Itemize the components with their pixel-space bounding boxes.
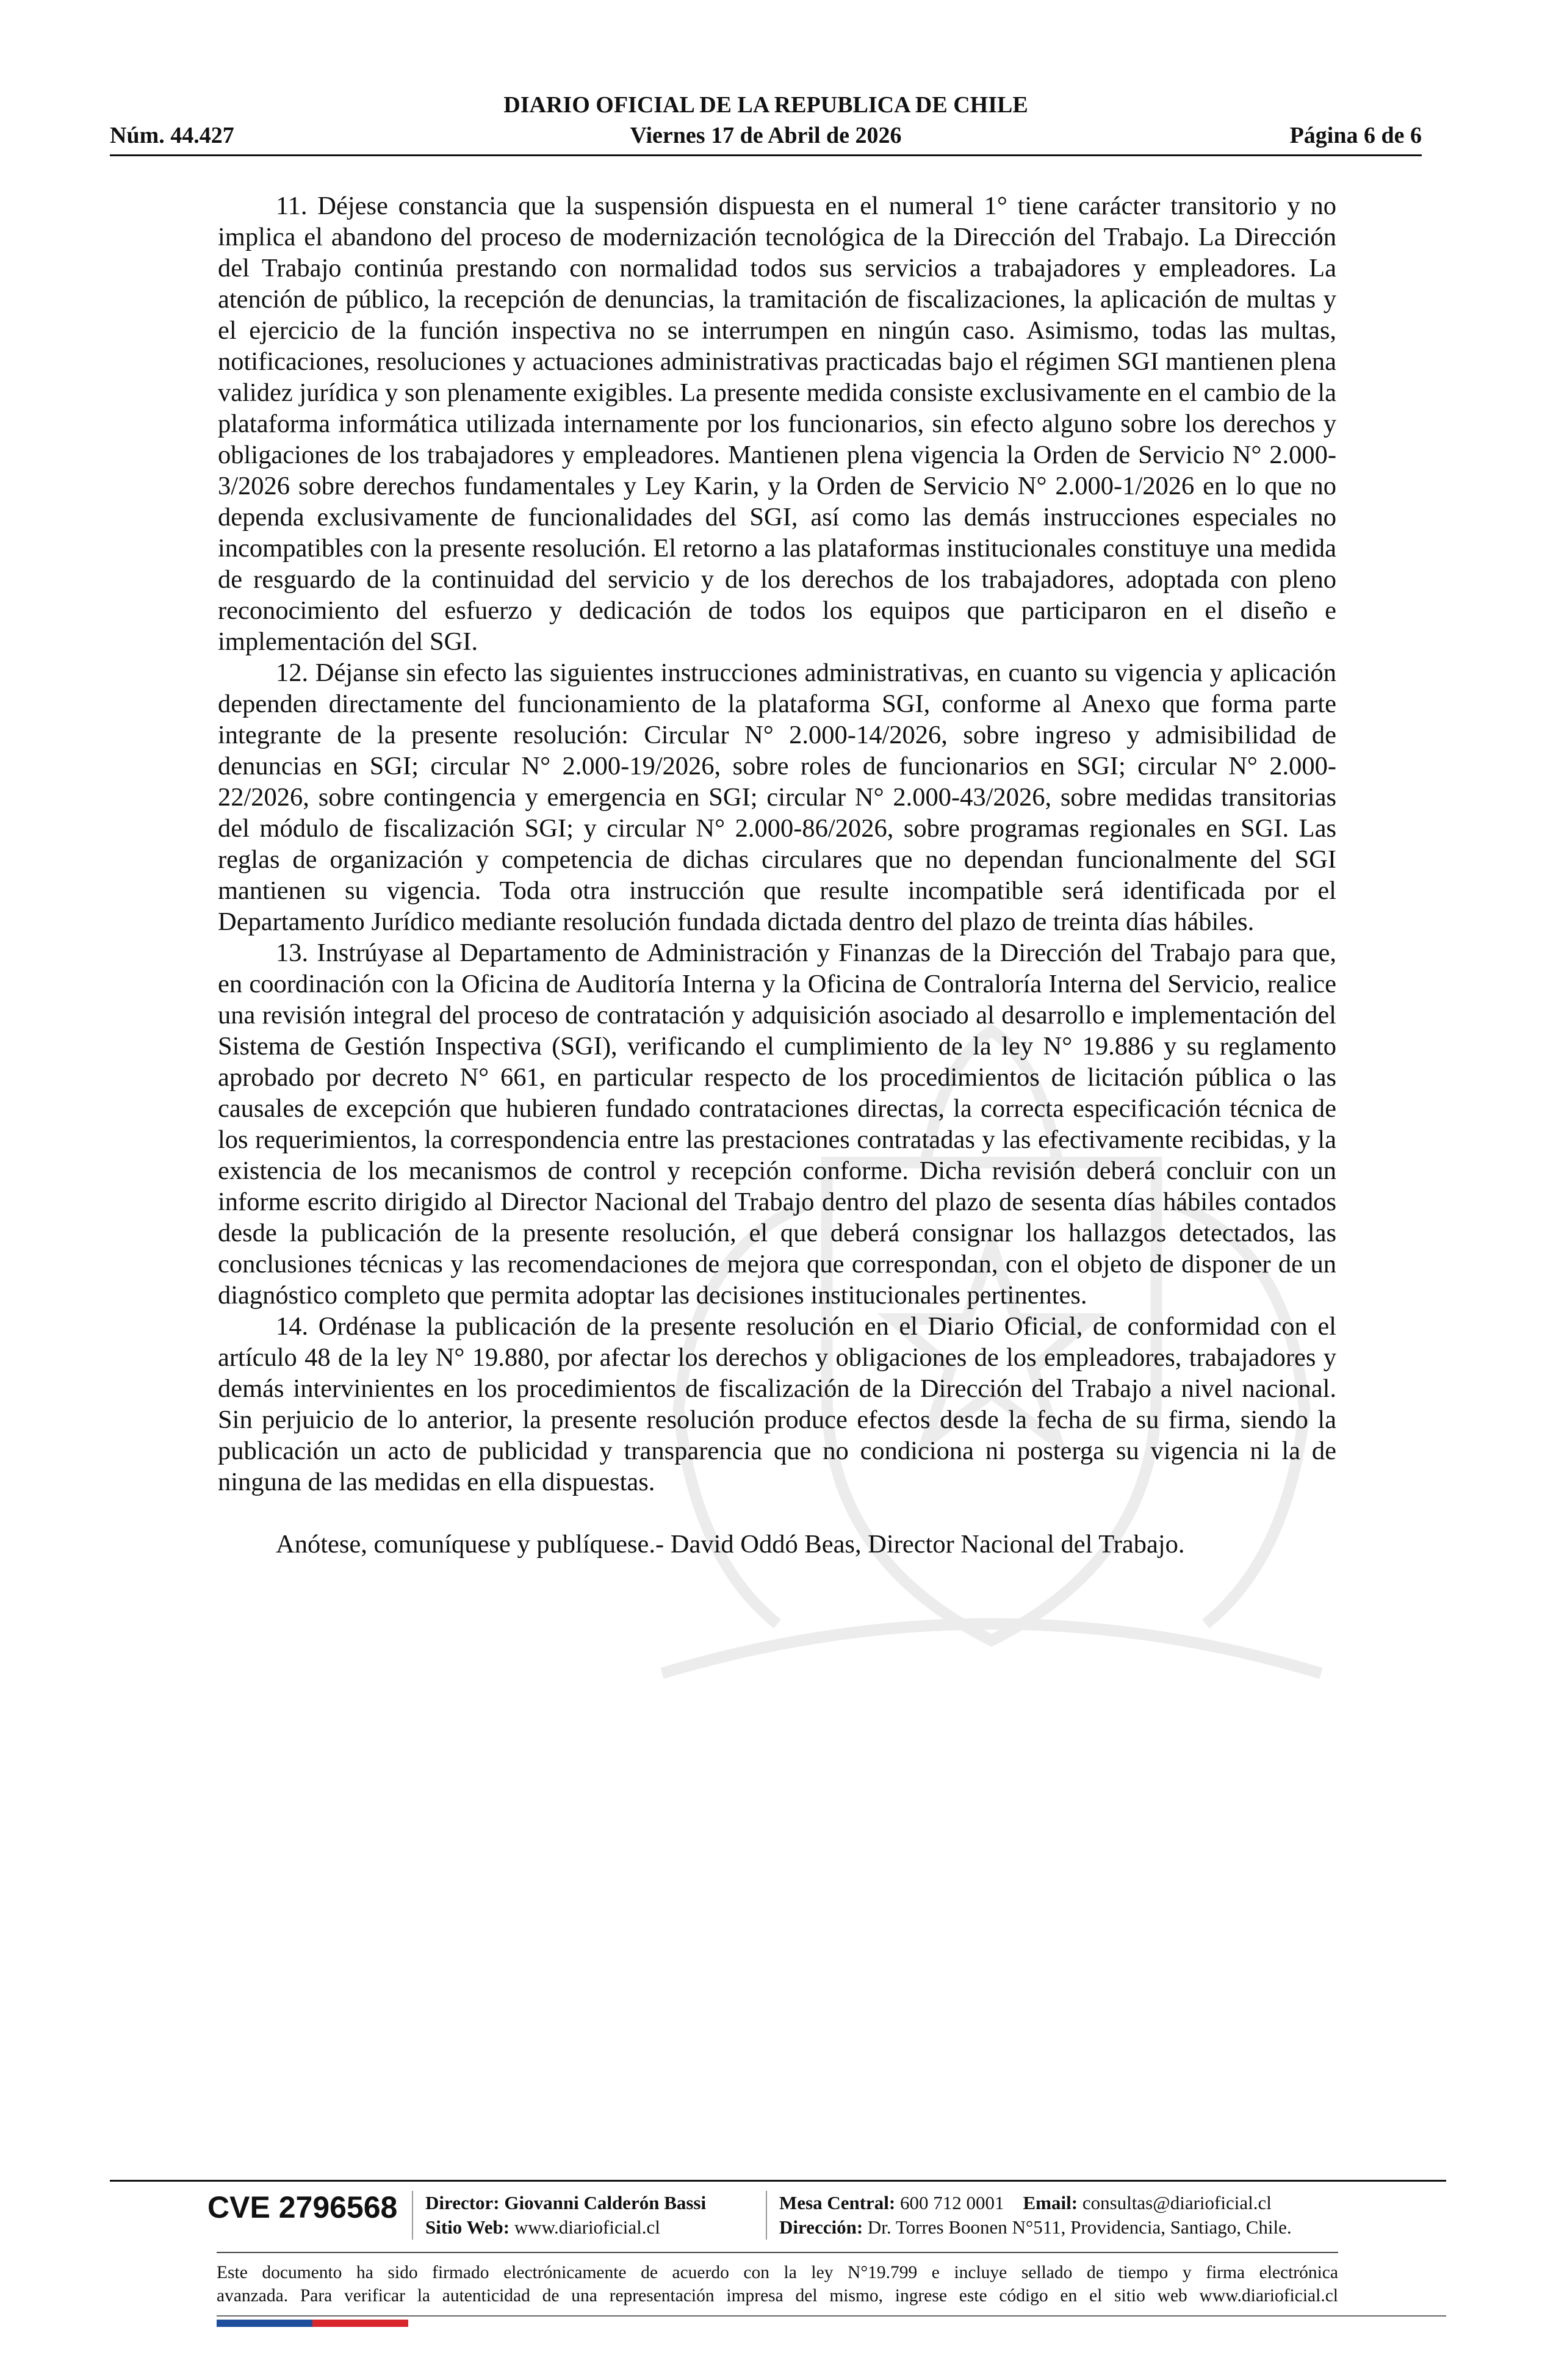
email-label: Email: bbox=[1023, 2192, 1078, 2213]
footer-bottom-divider bbox=[217, 2315, 1446, 2317]
page-indicator: Página 6 de 6 bbox=[1289, 123, 1422, 148]
closing-signature: Anótese, comuníquese y publíquese.- David Oddó Beas, Director Nacional del Trabajo. bbox=[276, 1530, 1185, 1559]
issue-number: Núm. 44.427 bbox=[110, 123, 234, 148]
footer-middle-divider bbox=[217, 2252, 1338, 2253]
paragraph-11: 11. Déjese constancia que la suspensión dispuesta en el numeral 1° tiene carácter transitorio y no implica el abandono del proceso de modernización tecnológica de la Dirección del Trabajo. La Dirección del Trabajo continúa prestando con normalidad todos sus servicios a trabajadores y empleadores. La atención de público, la recepción de denuncias, la tramitación de fiscalizaciones, la aplicación de multas y el ejercicio de la función inspectiva no se interrumpen en ningún caso. Asimismo, todas las multas, notificaciones, resoluciones y actuaciones administrativas practicadas bajo el régimen SGI mantienen plena validez jurídica y son plenamente exigibles. La presente medida consiste exclusivamente en el cambio de la plataforma informática utilizada internamente por los funcionarios, sin efecto alguno sobre los derechos y obligaciones de los trabajadores y empleadores. Mantienen plena vigencia la Orden de Servicio N° 2.000-3/2026 sobre derechos fundamentales y Ley Karin, y la Orden de Servicio N° 2.000-1/2026 en lo que no dependa exclusivamente de funcionalidades del SGI, así como las demás instrucciones especiales no incompatibles con la presente resolución. El retorno a las plataformas institucionales constituye una medida de resguardo de la continuidad del servicio y de los derechos de los trabajadores, adoptada con pleno reconocimiento del esfuerzo y dedicación de todos los equipos que participaron en el diseño e implementación del SGI. bbox=[218, 192, 1336, 656]
mesa-phone: 600 712 0001 bbox=[900, 2192, 1004, 2213]
flag-stripe-blue bbox=[217, 2320, 312, 2327]
paragraph-13: 13. Instrúyase al Departamento de Administración y Finanzas de la Dirección del Trabajo para que, en coordinación con la Oficina de Auditoría Interna y la Oficina de Contraloría Interna del Servicio, realice una revisión integral del proceso de contratación y adquisición asociado al desarrollo e implementación del Sistema de Gestión Inspectiva (SGI), verificando el cumplimiento de la ley N° 19.886 y su reglamento aprobado por decreto N° 661, en particular respecto de los procedimientos de licitación pública o las causales de excepción que hubieren fundado contrataciones directas, la correcta especificación técnica de los requerimientos, la correspondencia entre las prestaciones contratadas y las efectivamente recibidas, y la existencia de los mecanismos de control y recepción conforme. Dicha revisión deberá concluir con un informe escrito dirigido al Director Nacional del Trabajo dentro del plazo de sesenta días hábiles contados desde la publicación de la presente resolución, el que deberá consignar los hallazgos detectados, las conclusiones técnicas y las recomendaciones de mejora que correspondan, con el objeto de disponer de un diagnóstico completo que permita adoptar las decisiones institucionales pertinentes. bbox=[218, 939, 1336, 1310]
director-label: Director: bbox=[425, 2192, 500, 2213]
flag-stripe-red bbox=[312, 2320, 408, 2327]
footer-separator bbox=[412, 2191, 413, 2240]
header-divider bbox=[110, 154, 1422, 156]
footer-separator bbox=[766, 2191, 767, 2240]
email-link[interactable]: consultas@diarioficial.cl bbox=[1082, 2192, 1272, 2213]
site-link[interactable]: www.diarioficial.cl bbox=[514, 2216, 660, 2238]
address-value: Dr. Torres Boonen N°511, Providencia, Santiago, Chile. bbox=[867, 2216, 1292, 2238]
site-label: Sitio Web: bbox=[425, 2216, 510, 2238]
issue-date: Viernes 17 de Abril de 2026 bbox=[630, 123, 902, 148]
mesa-label: Mesa Central: bbox=[779, 2192, 896, 2213]
paragraph-12: 12. Déjanse sin efecto las siguientes instrucciones administrativas, en cuanto su vigencia y aplicación dependen directamente del funcionamiento de la plataforma SGI, conforme al Anexo que forma parte integrante de la presente resolución: Circular N° 2.000-14/2026, sobre ingreso y admisibilidad de denuncias en SGI; circular N° 2.000-19/2026, sobre roles de funcionarios en SGI; circular N° 2.000-22/2026, sobre contingencia y emergencia en SGI; circular N° 2.000-43/2026, sobre medidas transitorias del módulo de fiscalización SGI; y circular N° 2.000-86/2026, sobre programas regionales en SGI. Las reglas de organización y competencia de dichas circulares que no dependan funcionalmente del SGI mantienen su vigencia. Toda otra instrucción que resulte incompatible será identificada por el Departamento Jurídico mediante resolución fundada dictada dentro del plazo de treinta días hábiles. bbox=[218, 658, 1336, 936]
newspaper-title: DIARIO OFICIAL DE LA REPUBLICA DE CHILE bbox=[503, 92, 1028, 118]
signature-notice bbox=[217, 2261, 1338, 2307]
paragraph-14: 14. Ordénase la publicación de la presente resolución en el Diario Oficial, de conformidad con el artículo 48 de la ley N° 19.880, por afectar los derechos y obligaciones de los empleadores, trabajadores y demás intervinientes en los procedimientos de fiscalización de la Dirección del Trabajo a nivel nacional. Sin perjuicio de lo anterior, la presente resolución produce efectos desde la fecha de su firma, siendo la publicación un acto de publicidad y transparencia que no condiciona ni posterga su vigencia ni la de ninguna de las medidas en ella dispuestas. bbox=[218, 1312, 1336, 1496]
footer-director-block bbox=[425, 2191, 706, 2240]
address-label: Dirección: bbox=[779, 2216, 863, 2238]
director-name: Giovanni Calderón Bassi bbox=[504, 2192, 707, 2213]
signature-notice-line-2: avanzada. Para verificar la autenticidad de una representación impresa del mismo, ingrese este código en el sitio web www.diarioficial.cl bbox=[217, 2286, 1338, 2306]
cve-code: CVE 2796568 bbox=[207, 2190, 398, 2224]
resolution-body bbox=[218, 190, 1336, 1560]
footer-top-divider bbox=[110, 2180, 1446, 2182]
signature-notice-line-1: Este documento ha sido firmado electrónicamente de acuerdo con la ley N°19.799 e incluye sellado de tiempo y firma electrónica bbox=[217, 2263, 1338, 2282]
footer-contact-block bbox=[779, 2191, 1292, 2240]
